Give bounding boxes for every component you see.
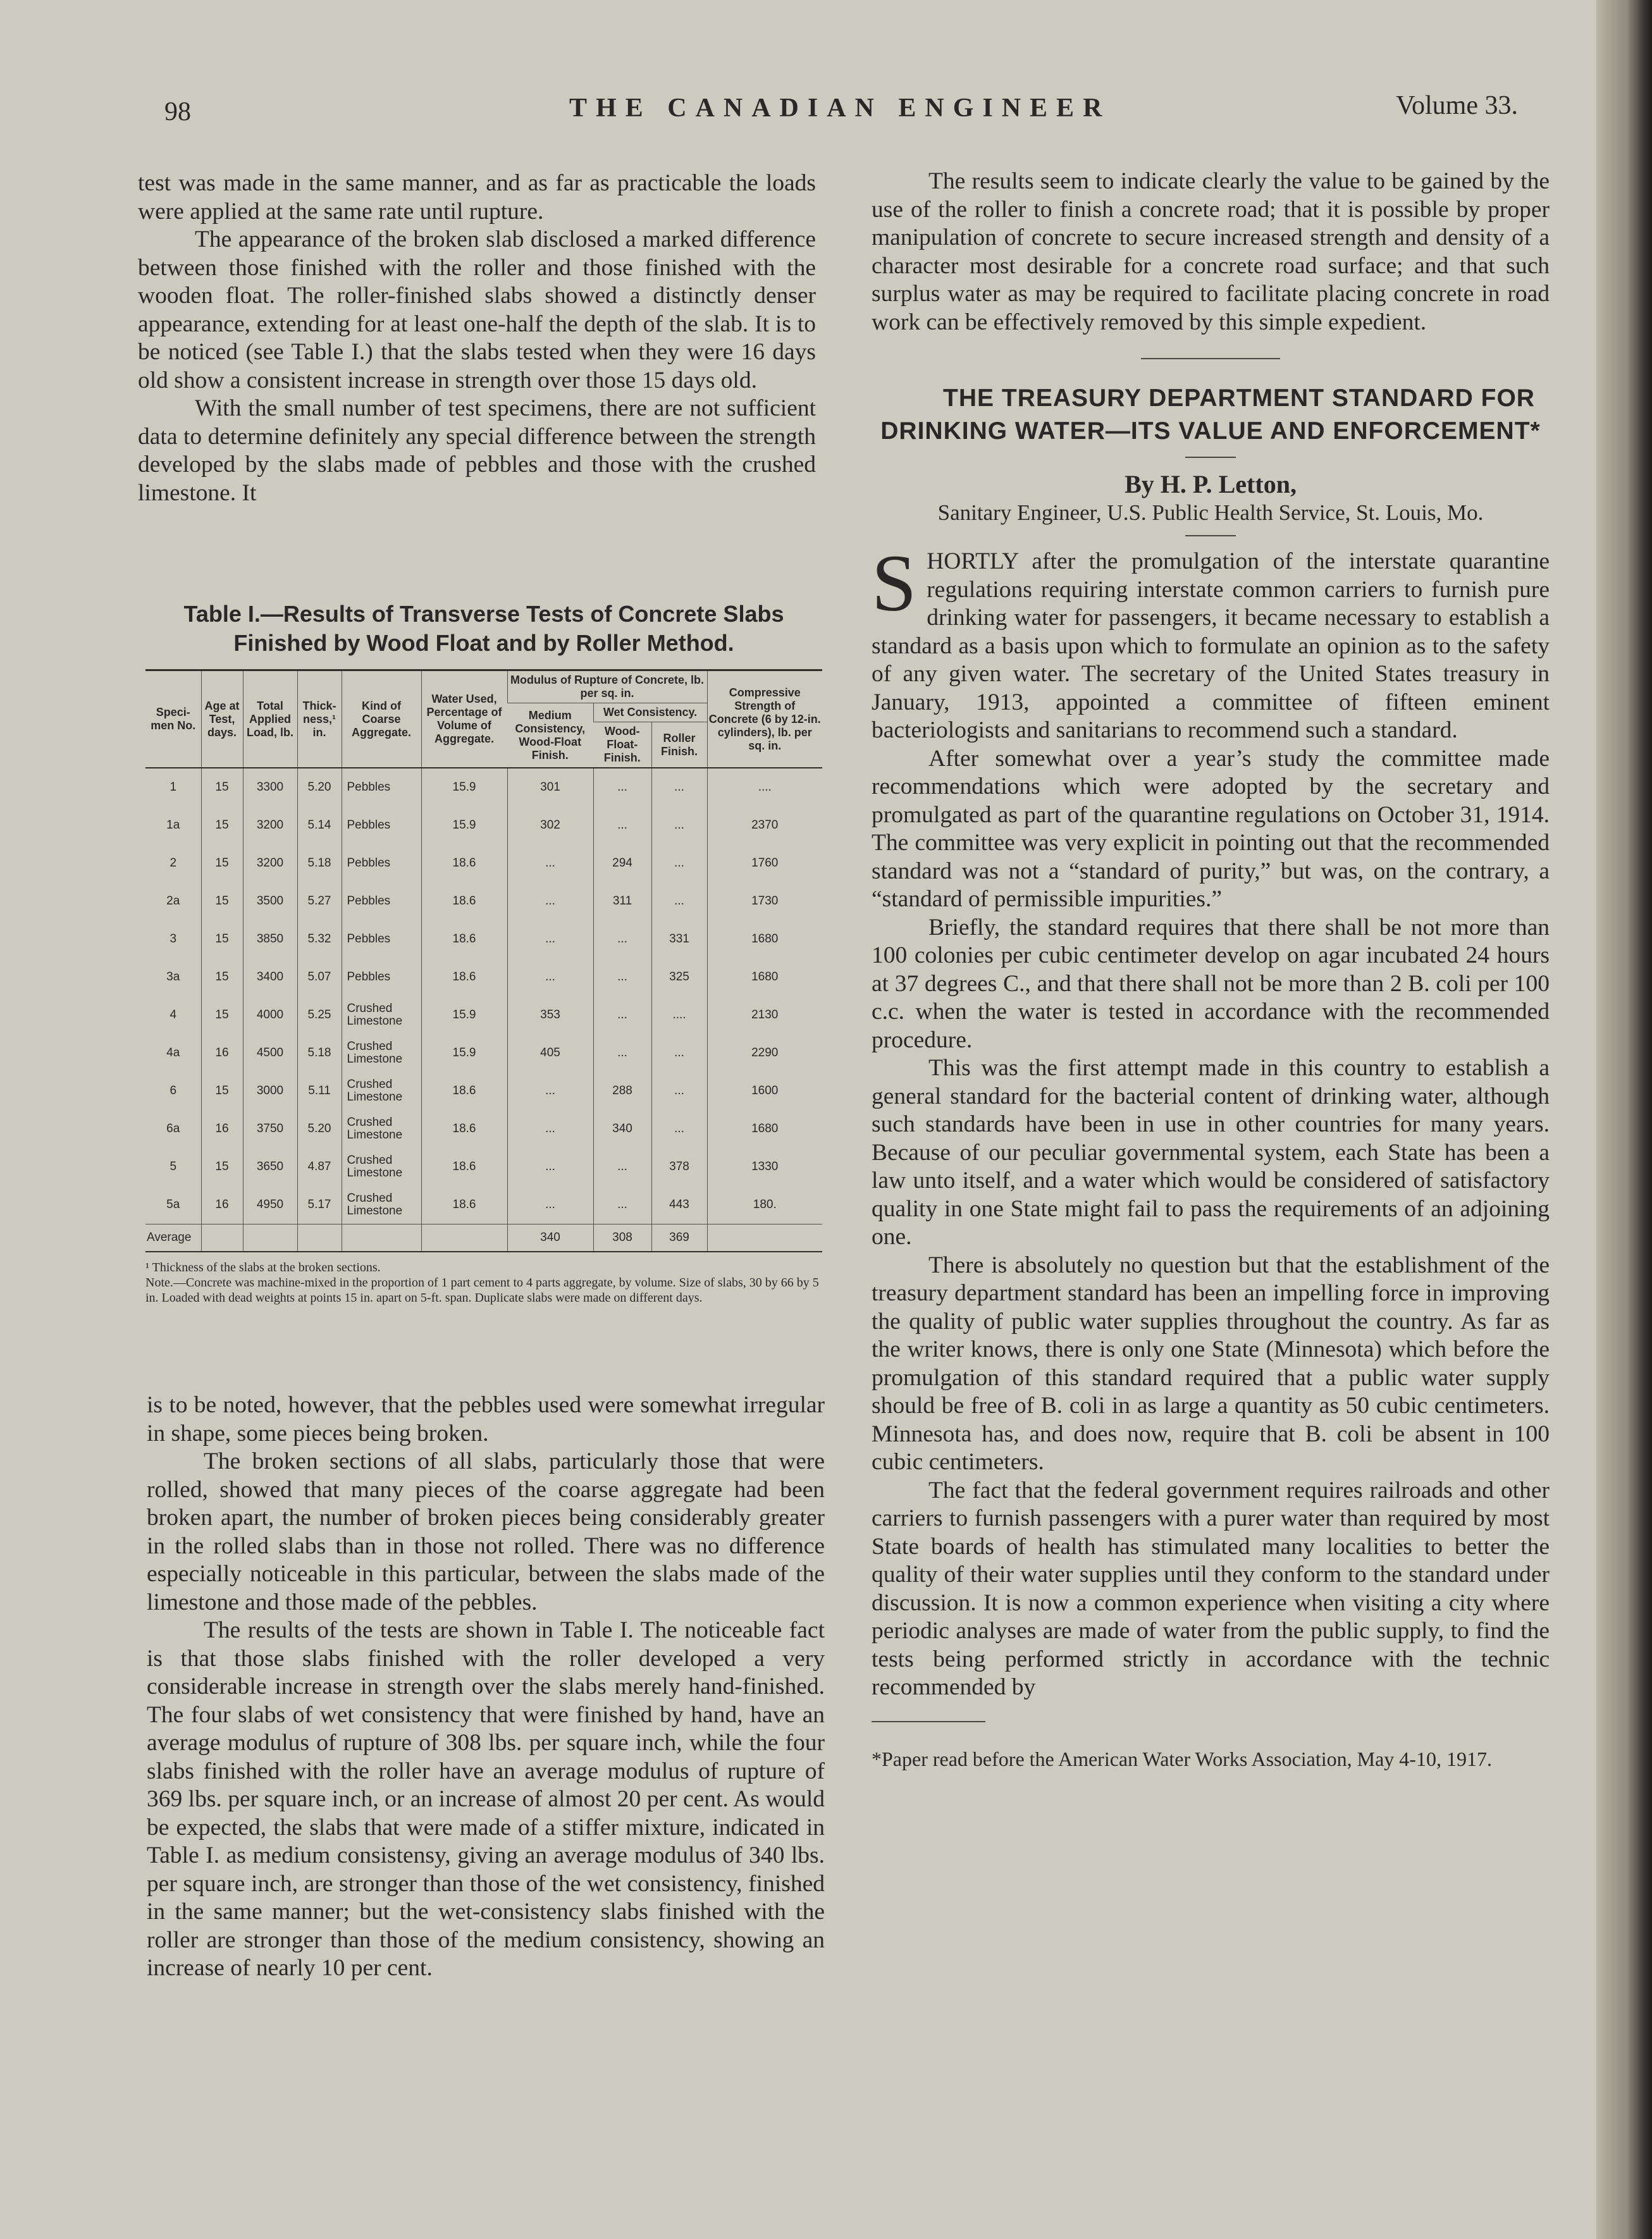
paragraph: This was the first attempt made in this country to establish a general standard for the bacterial content of drinking water, although such standards have been in use in other countries for many years. Because of our peculiar governmental system, each State has been a law unto itself, and a water which would be considered of satisfactory quality in one State might fail to pass the requirements of an adjoining one. (872, 1055, 1550, 1250)
table-row (145, 920, 822, 958)
table-note: Note.—Concrete was machine-mixed in the proportion of 1 part cement to 4 parts aggregate, by volume. Size of slabs, 30 by 66 by 5 in. Loaded with dead weights at points 15 in. apart on 5-ft. span. Duplicate slabs were made on different days. (145, 1276, 819, 1305)
table-cell-water: 18.6 (421, 1148, 507, 1186)
table-cell-comp: 2370 (707, 806, 822, 844)
table-cell-medium: 302 (507, 806, 593, 844)
table-cell-no: 4a (166, 1046, 180, 1059)
byline-rule (1185, 535, 1236, 536)
table-cell-empty (707, 1224, 822, 1252)
table-cell-medium: ... (507, 1110, 593, 1148)
table-cell-age: 15 (201, 1072, 243, 1110)
header-medium: Medium Consistency, Wood-Float Finish. (507, 703, 593, 768)
right-column (872, 168, 1550, 1772)
table-cell-wood: ... (593, 958, 651, 996)
author-affiliation: Sanitary Engineer, U.S. Public Health Service, St. Louis, Mo. (937, 500, 1484, 525)
table-cell-thick: 5.18 (297, 844, 342, 882)
page-header (164, 85, 1518, 130)
table-cell-comp: .... (707, 768, 822, 806)
table-cell-kind: Pebbles (342, 920, 421, 958)
table-cell-age: 15 (201, 996, 243, 1034)
table-cell-age: 15 (201, 1148, 243, 1186)
table-cell-load: 3200 (243, 806, 297, 844)
average-medium: 340 (507, 1224, 593, 1252)
table-cell-comp: 2290 (707, 1034, 822, 1072)
table-cell-medium: ... (507, 844, 593, 882)
table-cell-roller: 443 (651, 1186, 707, 1224)
table-cell-thick: 5.14 (297, 806, 342, 844)
table-cell-roller: 325 (651, 958, 707, 996)
table-row (145, 882, 822, 920)
table-cell-empty (342, 1224, 421, 1252)
table-cell-water: 15.9 (421, 768, 507, 806)
table-cell-age: 15 (201, 958, 243, 996)
table-cell-age: 16 (201, 1186, 243, 1224)
table-row (145, 1072, 822, 1110)
table-cell-age: 15 (201, 768, 243, 806)
table-row (145, 958, 822, 996)
table-cell-thick: 4.87 (297, 1148, 342, 1186)
section-divider (1141, 358, 1280, 359)
table-cell-wood: ... (593, 1186, 651, 1224)
paragraph: The results of the tests are shown in Table I. The noticeable fact is that those slabs finished with the roller developed a very considerable increase in strength over the slabs merely hand-finished. The four slabs of wet consistency that were finished by hand, have an average modulus of rupture of 308 lbs. per square inch, while the four slabs finished with the roller have an average modulus of rupture of 369 lbs. per square inch, or an increase of almost 20 per cent. As would be expected, the slabs that were made of a stiffer mixture, indicated in Table I. as medium consistensy, giving an average modulus of 340 lbs. per square inch, are stronger than those of the wet consistency, finished in the same manner; but the wet-consistency slabs finished with the roller are stronger than those of the medium consistency, showing an increase of nearly 10 per cent. (147, 1617, 825, 1981)
table-cell-comp: 1680 (707, 920, 822, 958)
header-modulus-group: Modulus of Rupture of Concrete, lb. per sq. in. (507, 670, 707, 703)
table-cell-water: 15.9 (421, 996, 507, 1034)
table-cell-water: 18.6 (421, 882, 507, 920)
table-cell-age: 16 (201, 1034, 243, 1072)
table-cell-kind: Pebbles (342, 958, 421, 996)
table-cell-water: 18.6 (421, 1072, 507, 1110)
paragraph: There is absolutely no question but that the establishment of the treasury department standard has been an impelling force in improving the quality of public water supplies throughout the country. As far as the writer knows, there is only one State (Minnesota) which before the promulgation of this standard required that a public water supply should be free of B. coli in as large a quantity as 50 cubic centimeters. Minnesota has, and does now, require that B. coli be absent in 100 cubic centimeters. (872, 1252, 1550, 1475)
table-cell-medium: ... (507, 958, 593, 996)
table-cell-wood: ... (593, 996, 651, 1034)
table-cell-water: 18.6 (421, 958, 507, 996)
table-cell-age: 15 (201, 844, 243, 882)
table-cell-thick: 5.07 (297, 958, 342, 996)
table-cell-load: 3200 (243, 844, 297, 882)
table-cell-roller: ... (651, 768, 707, 806)
table-cell-no: 5 (170, 1160, 177, 1173)
table-cell-age: 15 (201, 882, 243, 920)
table-cell-medium: 353 (507, 996, 593, 1034)
table-cell-kind: Crushed Limestone (342, 996, 421, 1034)
table-cell-comp: 1680 (707, 1110, 822, 1148)
table-cell-medium: ... (507, 1186, 593, 1224)
table-cell-thick: 5.11 (297, 1072, 342, 1110)
header-compressive: Compressive Strength of Concrete (6 by 12-in. cylinders), lb. per sq. in. (707, 670, 822, 768)
header-age: Age at Test, days. (201, 670, 243, 768)
table-cell-water: 18.6 (421, 844, 507, 882)
header-wood-float: Wood-Float-Finish. (593, 722, 651, 768)
table-cell-age: 15 (201, 806, 243, 844)
table-row (145, 844, 822, 882)
table-cell-load: 3300 (243, 768, 297, 806)
table-cell-comp: 1680 (707, 958, 822, 996)
average-roller: 369 (651, 1224, 707, 1252)
table-cell-age: 16 (201, 1110, 243, 1148)
table-cell-no: 3a (166, 970, 180, 984)
header-wet-group: Wet Consistency. (593, 703, 707, 722)
table-cell-comp: 1330 (707, 1148, 822, 1186)
table-cell-no: 4 (170, 1008, 177, 1021)
table-cell-medium: 405 (507, 1034, 593, 1072)
table-cell-wood: ... (593, 1148, 651, 1186)
table-cell-no: 3 (170, 932, 177, 946)
table-cell-roller: ... (651, 844, 707, 882)
table-cell-roller: ... (651, 806, 707, 844)
table-cell-medium: 301 (507, 768, 593, 806)
table-footnote: ¹ Thickness of the slabs at the broken sections. (145, 1261, 381, 1274)
table-cell-wood: ... (593, 768, 651, 806)
table-cell-kind: Pebbles (342, 844, 421, 882)
table-cell-comp: 1730 (707, 882, 822, 920)
page-edge-shadow (1596, 0, 1652, 2239)
table-cell-water: 18.6 (421, 1186, 507, 1224)
table-cell-wood: ... (593, 920, 651, 958)
table-cell-medium: ... (507, 1072, 593, 1110)
table-cell-thick: 5.25 (297, 996, 342, 1034)
paragraph: test was made in the same manner, and as far as practicable the loads were applied at the same rate until rupture. (138, 170, 816, 225)
footnote-rule (872, 1721, 985, 1722)
table-body (145, 768, 822, 1252)
table-cell-load: 3650 (243, 1148, 297, 1186)
table-cell-kind: Crushed Limestone (342, 1148, 421, 1186)
average-label: Average (145, 1224, 201, 1252)
table-cell-roller: ... (651, 1110, 707, 1148)
table-cell-thick: 5.32 (297, 920, 342, 958)
table-cell-kind: Crushed Limestone (342, 1186, 421, 1224)
table-cell-kind: Pebbles (342, 806, 421, 844)
table-cell-load: 3500 (243, 882, 297, 920)
table-cell-load: 4950 (243, 1186, 297, 1224)
table-row (145, 996, 822, 1034)
table-row (145, 1186, 822, 1224)
table-cell-no: 1a (166, 818, 180, 832)
table-cell-wood: ... (593, 806, 651, 844)
table-cell-thick: 5.20 (297, 1110, 342, 1148)
first-paragraph (872, 538, 1550, 745)
header-load: Total Applied Load, lb. (243, 670, 297, 768)
table-cell-load: 3400 (243, 958, 297, 996)
header-water: Water Used, Percentage of Volume of Aggregate. (421, 670, 507, 768)
table-cell-medium: ... (507, 882, 593, 920)
table-cell-empty (243, 1224, 297, 1252)
table-cell-age: 15 (201, 920, 243, 958)
first-paragraph-text: HORTLY after the promulgation of the interstate quarantine regulations requiring interstate common carriers to furnish pure drinking water for passengers, it became necessary to establish a standard as a basis upon which to formulate an opinion as to the safety of any given water. The secretary of the United States treasury in January, 1913, appointed a committee of fifteen eminent bacteriologists and sanitarians to recommend such a standard. (872, 548, 1550, 743)
article-title: THE TREASURY DEPARTMENT STANDARD FOR DRINKING WATER—ITS VALUE AND ENFORCEMENT* (880, 385, 1541, 445)
table-row (145, 768, 822, 806)
table-cell-load: 3850 (243, 920, 297, 958)
journal-title: THE CANADIAN ENGINEER (569, 94, 1111, 123)
table-cell-no: 6 (170, 1084, 177, 1097)
table-cell-empty (421, 1224, 507, 1252)
table-row (145, 1110, 822, 1148)
table-cell-thick: 5.18 (297, 1034, 342, 1072)
table-cell-kind: Crushed Limestone (342, 1072, 421, 1110)
table-cell-water: 15.9 (421, 1034, 507, 1072)
table-cell-roller: ... (651, 1072, 707, 1110)
table-cell-thick: 5.20 (297, 768, 342, 806)
table-cell-kind: Pebbles (342, 882, 421, 920)
table-cell-wood: 288 (593, 1072, 651, 1110)
table-cell-empty (201, 1224, 243, 1252)
table-cell-wood: 294 (593, 844, 651, 882)
paragraph: The results seem to indicate clearly the value to be gained by the use of the roller to finish a concrete road; that it is possible by proper manipulation of concrete to secure increased strength and density of a character most desirable for a concrete road surface; and that such surplus water as may be required to facilitate placing concrete in road work can be effectively removed by this simple expedient. (872, 168, 1550, 335)
paragraph: Briefly, the standard requires that there shall be not more than 100 colonies per cubic centimeter develop on agar incubated 24 hours at 37 degrees C., and that there shall not be more than 2 B. coli per 100 c.c. when the water is tested in accordance with the recommended procedure. (872, 914, 1550, 1053)
table-notes (145, 1260, 822, 1305)
table-cell-wood: 340 (593, 1110, 651, 1148)
table-row (145, 1148, 822, 1186)
table-cell-roller: ... (651, 1034, 707, 1072)
table-cell-water: 15.9 (421, 806, 507, 844)
table-cell-water: 18.6 (421, 1110, 507, 1148)
page-number: 98 (164, 97, 191, 126)
results-table (145, 669, 822, 1252)
table-cell-no: 6a (166, 1122, 180, 1135)
average-wood: 308 (593, 1224, 651, 1252)
table-cell-comp: 180. (707, 1186, 822, 1224)
table-cell-comp: 1600 (707, 1072, 822, 1110)
header-kind: Kind of Coarse Aggregate. (342, 670, 421, 768)
byline: By H. P. Letton, (1125, 470, 1297, 498)
table-cell-no: 2 (170, 856, 177, 870)
table-average-row (145, 1224, 822, 1252)
paragraph: is to be noted, however, that the pebbles used were somewhat irregular in shape, some pieces being broken. (147, 1392, 825, 1446)
table-cell-medium: ... (507, 920, 593, 958)
left-column-bottom (147, 1391, 825, 1983)
table-cell-load: 4500 (243, 1034, 297, 1072)
article-footnote: *Paper read before the American Water Works Association, May 4-10, 1917. (872, 1747, 1492, 1770)
table-cell-kind: Pebbles (342, 768, 421, 806)
table-cell-load: 4000 (243, 996, 297, 1034)
header-thickness: Thick-ness,¹ in. (297, 670, 342, 768)
table-cell-kind: Crushed Limestone (342, 1034, 421, 1072)
paragraph: After somewhat over a year’s study the committee made recommendations which were adopted by the secretary and promulgated as part of the quarantine regulations on October 31, 1914. The committee was very explicit in pointing out that the recommended standard was not a “standard of purity,” but was, on the contrary, a “standard of permissible impurities.” (872, 745, 1550, 912)
table-cell-no: 5a (166, 1198, 180, 1211)
left-column-top (138, 170, 816, 507)
drop-cap: S (872, 538, 917, 628)
table-cell-medium: ... (507, 1148, 593, 1186)
table-cell-no: 1 (170, 780, 177, 794)
volume-label: Volume 33. (1396, 91, 1518, 120)
table-cell-wood: ... (593, 1034, 651, 1072)
table-cell-roller: 331 (651, 920, 707, 958)
table-row (145, 806, 822, 844)
table-cell-comp: 2130 (707, 996, 822, 1034)
table-cell-thick: 5.17 (297, 1186, 342, 1224)
table-title: Table I.—Results of Transverse Tests of Concrete Slabs Finished by Wood Float and by Roller Method. (183, 601, 784, 656)
table-cell-kind: Crushed Limestone (342, 1110, 421, 1148)
table-1 (145, 600, 822, 1305)
table-cell-load: 3000 (243, 1072, 297, 1110)
table-cell-roller: .... (651, 996, 707, 1034)
table-cell-no: 2a (166, 894, 180, 908)
paragraph: The appearance of the broken slab disclosed a marked difference between those finished with the roller and those finished with the wooden float. The roller-finished slabs showed a distinctly denser appearance, extending for at least one-half the depth of the slab. It is to be noticed (see Table I.) that the slabs tested when they were 16 days old show a consistent increase in strength over those 15 days old. (138, 226, 816, 393)
paragraph: With the small number of test specimens, there are not sufficient data to determine definitely any special difference between the strength developed by the slabs made of pebbles and those with the crushed limestone. It (138, 395, 816, 506)
header-roller: Roller Finish. (651, 722, 707, 768)
table-cell-load: 3750 (243, 1110, 297, 1148)
table-row (145, 1034, 822, 1072)
table-cell-wood: 311 (593, 882, 651, 920)
table-cell-roller: 378 (651, 1148, 707, 1186)
table-cell-empty (297, 1224, 342, 1252)
table-cell-comp: 1760 (707, 844, 822, 882)
header-specimen: Speci-men No. (145, 670, 201, 768)
table-cell-roller: ... (651, 882, 707, 920)
paragraph: The fact that the federal government requires railroads and other carriers to furnish passengers with a purer water than required by most State boards of health has stimulated many localities to better the quality of their water supplies until they conform to the standard under discussion. It is now a common experience when visiting a city where periodic analyses are made of water from the public supply, to find the tests being performed strictly in accordance with the technic recommended by (872, 1477, 1550, 1700)
paragraph: The broken sections of all slabs, particularly those that were rolled, showed that many pieces of the coarse aggregate had been broken apart, the number of broken pieces being considerably greater in the rolled slabs than in those not rolled. There was no difference especially noticeable in this particular, between the slabs made of the limestone and those made of the pebbles. (147, 1448, 825, 1615)
table-cell-thick: 5.27 (297, 882, 342, 920)
title-rule (1185, 457, 1236, 458)
table-cell-water: 18.6 (421, 920, 507, 958)
